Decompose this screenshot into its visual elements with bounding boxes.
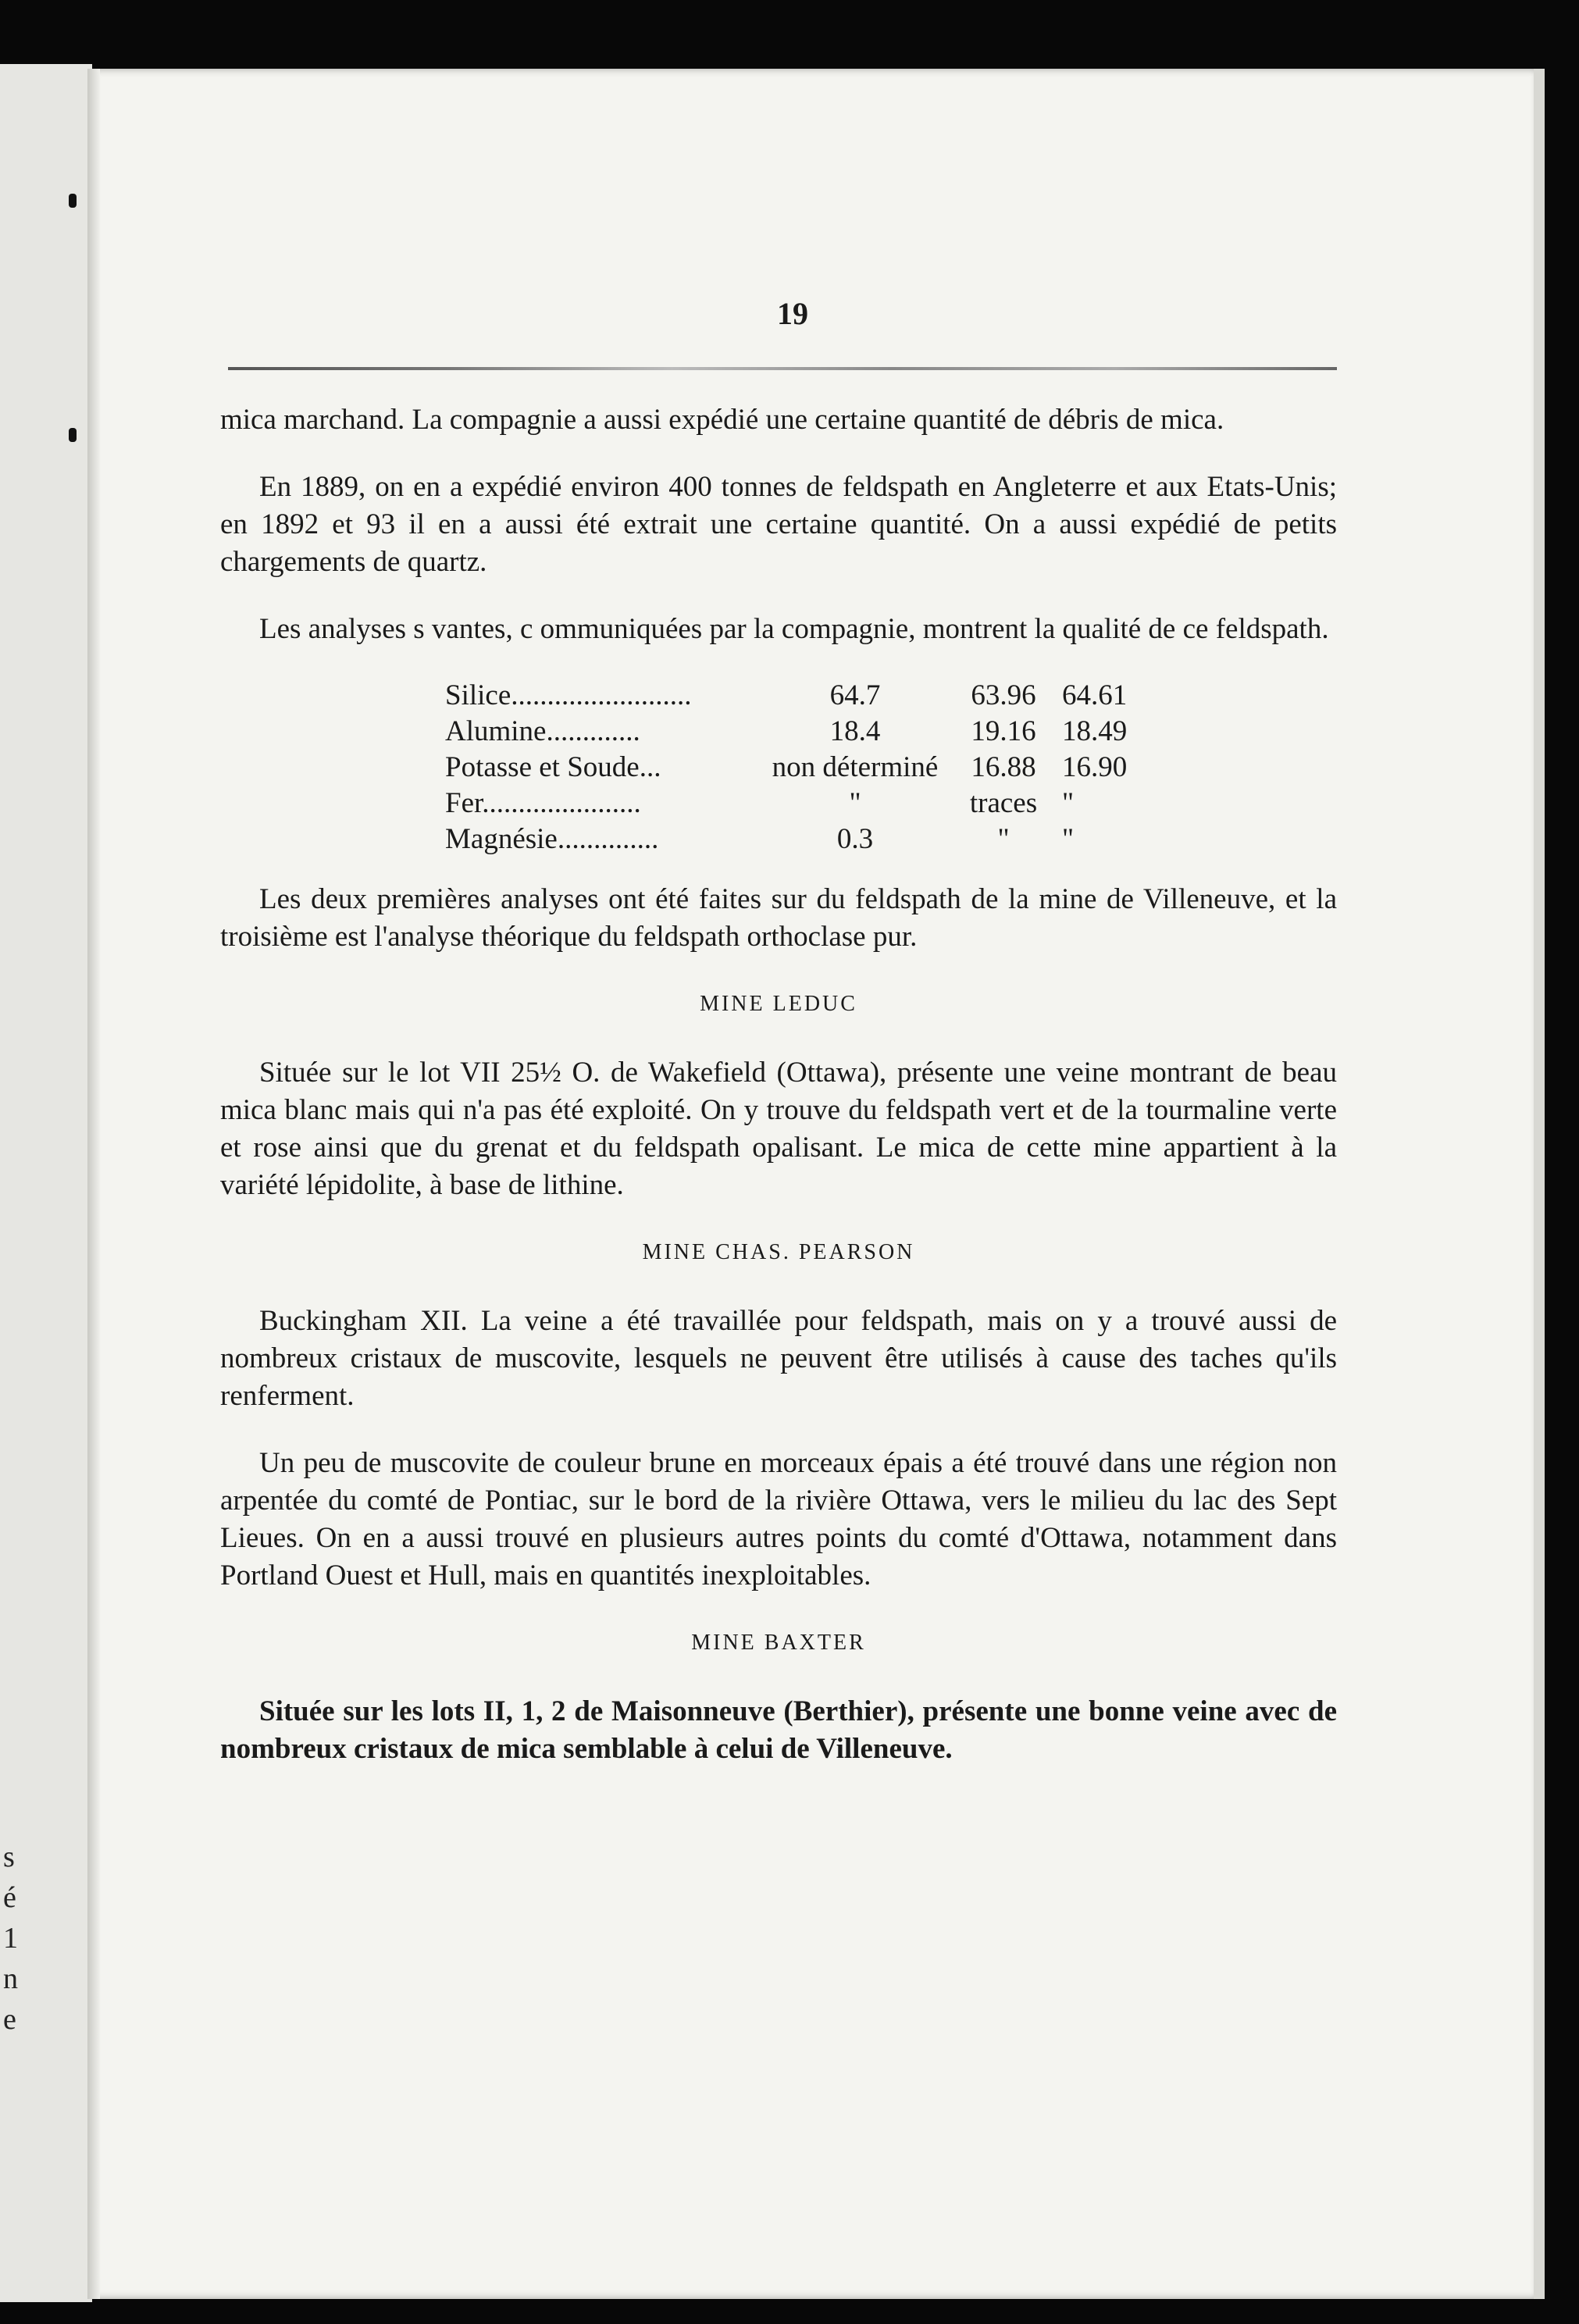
paragraph: Les analyses s vantes, c ommuniquées par la compagnie, montrent la qualité de ce feldspath.	[259, 613, 1329, 645]
row-label: Fer......................	[445, 787, 641, 819]
table-cell: "	[849, 787, 861, 819]
analysis-table	[445, 678, 1148, 857]
table-cell: 18.4	[829, 715, 881, 747]
table-cell: 64.7	[829, 679, 881, 711]
table-cell: 0.3	[836, 823, 874, 855]
page-content	[220, 401, 1337, 1798]
row-label: Silice.........................	[445, 679, 692, 711]
paragraph: Située sur le lot VII 25½ O. de Wakefield (Ottawa), présente une veine montrant de beau mica blanc mais qui n'a pas été exploité. On y trouve du feldspath vert et de la tourmaline verte et rose ainsi que du grenat et du feldspath opalisant. Le mica de cette mine appartient à la variété lépidolite, à base de lithine.	[220, 1057, 1337, 1201]
table-cell: 16.90	[1062, 751, 1128, 783]
row-label: Magnésie..............	[445, 823, 659, 855]
table-row	[445, 750, 1148, 786]
margin-fragment: 1	[3, 1922, 18, 1955]
table-cell: 64.61	[1062, 679, 1128, 711]
page-binding-shadow	[87, 69, 100, 2299]
table-cell: 16.88	[971, 751, 1036, 783]
paragraph: Un peu de muscovite de couleur brune en morceaux épais a été trouvé dans une région non arpentée du comté de Pontiac, sur le bord de la rivière Ottawa, vers le milieu du lac des Sept Lieues. On en a aussi trouvé en plusieurs autres points du comté d'Ottawa, notamment dans Portland Ouest et Hull, mais en quantités inexploitables.	[220, 1447, 1337, 1592]
table-row	[445, 822, 1148, 857]
table-cell: "	[997, 823, 1010, 855]
table-cell: "	[1062, 787, 1075, 819]
table-row	[445, 786, 1148, 822]
paragraph: Les deux premières analyses ont été faites sur du feldspath de la mine de Villeneuve, et la troisième est l'analyse théorique du feldspath orthoclase pur.	[220, 883, 1337, 953]
row-label: Alumine.............	[445, 715, 640, 747]
row-label: Potasse et Soude...	[445, 751, 661, 783]
binding-mark	[69, 194, 77, 208]
section-heading: MINE CHAS. PEARSON	[642, 1240, 915, 1264]
section-heading: MINE LEDUC	[700, 992, 857, 1016]
paragraph: mica marchand. La compagnie a aussi expédié une certaine quantité de débris de mica.	[220, 404, 1224, 436]
binding-mark	[69, 428, 77, 442]
table-cell: "	[1062, 823, 1075, 855]
page-right-edge	[1534, 69, 1545, 2299]
page-number: 19	[777, 296, 808, 331]
section-heading: MINE BAXTER	[691, 1631, 866, 1655]
margin-fragment: e	[3, 2003, 16, 2036]
table-row	[445, 678, 1148, 714]
margin-fragment: s	[3, 1841, 15, 1873]
table-cell: non déterminé	[772, 751, 939, 783]
paragraph: Située sur les lots II, 1, 2 de Maisonneuve (Berthier), présente une bonne veine avec de nombreux cristaux de mica semblable à celui de Villeneuve.	[220, 1695, 1337, 1765]
header-rule	[228, 367, 1337, 370]
table-row	[445, 714, 1148, 750]
table-cell: traces	[969, 787, 1038, 819]
paragraph: En 1889, on en a expédié environ 400 tonnes de feldspath en Angleterre et aux Etats-Unis; en 1892 et 93 il en a aussi été extrait une certaine quantité. On a aussi expédié de petits chargements de quartz.	[220, 471, 1337, 578]
paragraph: Buckingham XII. La veine a été travaillée pour feldspath, mais on y a trouvé aussi de nombreux cristaux de muscovite, lesquels ne peuvent être utilisés à cause des taches qu'ils renferment.	[220, 1305, 1337, 1412]
margin-fragment: é	[3, 1881, 16, 1914]
table-cell: 63.96	[971, 679, 1036, 711]
table-cell: 18.49	[1062, 715, 1128, 747]
table-cell: 19.16	[971, 715, 1036, 747]
margin-fragment: n	[3, 1962, 18, 1995]
